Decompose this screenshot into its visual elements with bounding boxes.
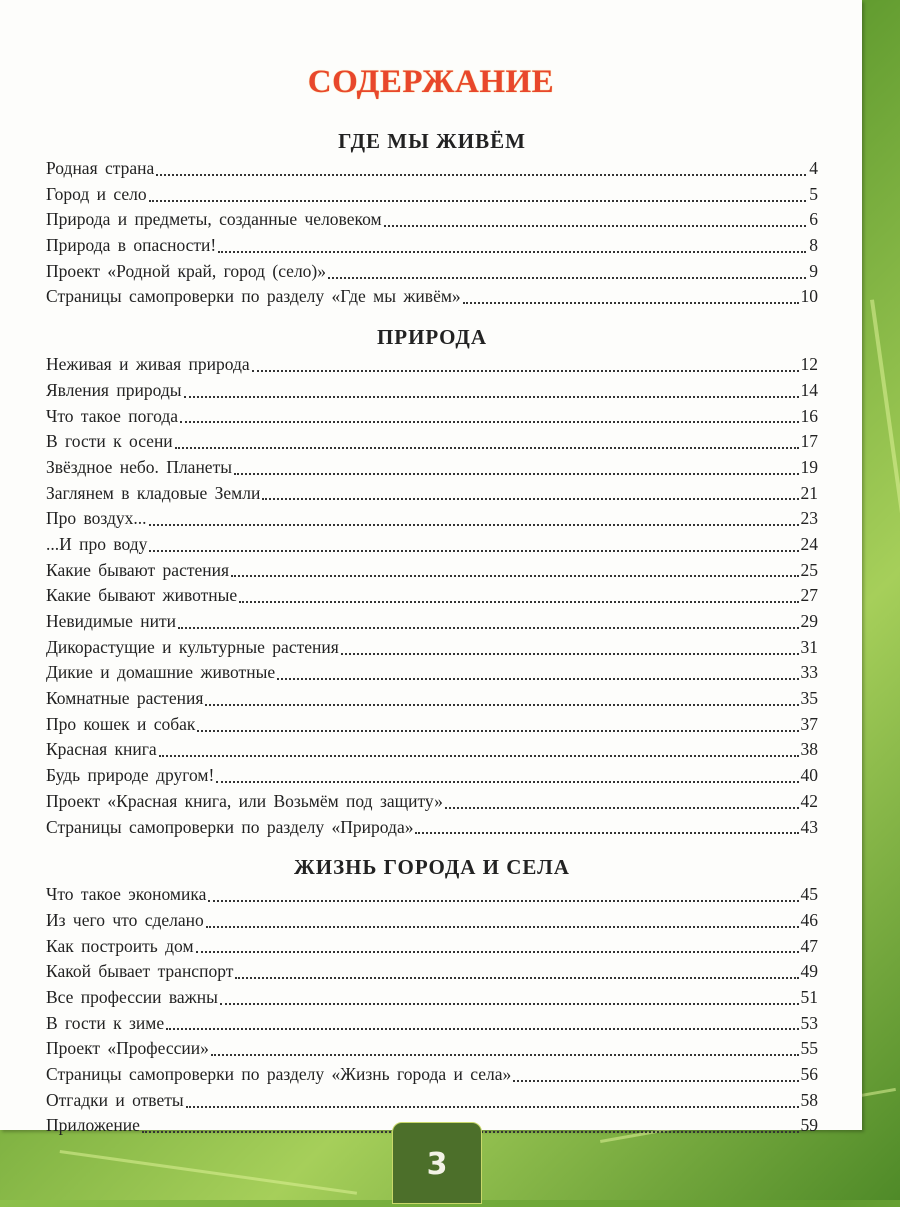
dot-leader — [196, 951, 799, 953]
dot-leader — [175, 447, 799, 449]
entry-title: Страницы самопроверки по разделу «Природа» — [46, 816, 414, 837]
entry-page: 31 — [800, 636, 818, 657]
toc-entry[interactable] — [46, 259, 818, 285]
entry-page: 8 — [809, 235, 818, 256]
toc-entry[interactable] — [46, 789, 818, 815]
dot-leader — [216, 781, 798, 783]
entry-page: 24 — [800, 533, 818, 554]
entry-title: Что такое погода — [46, 405, 179, 426]
entry-page: 33 — [800, 662, 818, 683]
page-number: 3 — [392, 1122, 482, 1204]
dot-leader — [415, 832, 798, 834]
dot-leader — [178, 627, 798, 629]
toc-entry[interactable] — [46, 1011, 818, 1037]
toc-entry[interactable] — [46, 985, 818, 1011]
entry-page: 5 — [809, 183, 818, 204]
entry-title: Какие бывают растения — [46, 559, 230, 580]
entry-page: 27 — [800, 585, 818, 606]
dot-leader — [149, 524, 799, 526]
dot-leader — [186, 1106, 799, 1108]
entry-title: Звёздное небо. Планеты — [46, 456, 232, 477]
entry-title: Какой бывает транспорт — [46, 961, 234, 982]
entry-page: 55 — [800, 1038, 818, 1059]
entry-title: В гости к зиме — [46, 1012, 165, 1033]
dot-leader — [184, 396, 799, 398]
entry-title: Страницы самопроверки по разделу «Где мы живём» — [46, 286, 461, 307]
toc-entry[interactable] — [46, 609, 818, 635]
toc-entry[interactable] — [46, 737, 818, 763]
toc-entry[interactable] — [46, 583, 818, 609]
section-heading: ПРИРОДА — [376, 325, 488, 350]
toc-entry[interactable] — [46, 934, 818, 960]
toc-entry[interactable] — [46, 882, 818, 908]
entry-title: ...И про воду — [46, 533, 148, 554]
entry-title: Город и село — [46, 183, 147, 204]
entry-page: 47 — [800, 935, 818, 956]
entry-page: 4 — [809, 158, 818, 178]
entry-page: 25 — [800, 559, 818, 580]
entry-page: 56 — [800, 1064, 818, 1084]
entry-page: 37 — [800, 713, 818, 734]
toc-entry[interactable] — [46, 1088, 818, 1114]
section-heading: ГДЕ МЫ ЖИВЁМ — [338, 129, 526, 153]
entry-page: 42 — [800, 790, 818, 811]
entry-page: 12 — [800, 354, 818, 375]
entry-title: В гости к осени — [46, 431, 173, 452]
dot-leader — [231, 575, 798, 577]
entry-title: Страницы самопроверки по разделу «Жизнь города и села» — [46, 1064, 512, 1084]
dot-leader — [206, 926, 799, 928]
entry-page: 46 — [800, 909, 818, 930]
dot-leader — [384, 225, 806, 227]
entry-page: 17 — [800, 431, 818, 452]
toc-entry[interactable] — [46, 558, 818, 584]
entry-title: Красная книга — [46, 739, 157, 760]
entry-title: Приложение — [46, 1115, 140, 1136]
dot-leader — [262, 498, 798, 500]
dot-leader — [149, 200, 806, 202]
toc-entry[interactable] — [46, 635, 818, 661]
entry-page: 45 — [800, 884, 818, 905]
entry-page: 29 — [800, 611, 818, 631]
leaf-vein — [60, 1150, 357, 1195]
dot-leader — [252, 370, 799, 372]
entry-title: Заглянем в кладовые Земли — [46, 482, 261, 503]
toc-entry[interactable] — [46, 532, 818, 558]
dot-leader — [156, 174, 806, 176]
entry-title: Проект «Красная книга, или Возьмём под защиту» — [46, 790, 443, 811]
toc-entry[interactable] — [46, 455, 818, 481]
toc-entry[interactable] — [46, 686, 818, 712]
toc-entry[interactable] — [46, 481, 818, 507]
toc-entry[interactable] — [46, 182, 818, 208]
entry-title: Природа в опасности! — [46, 235, 217, 256]
entry-page: 38 — [800, 739, 818, 760]
entry-page: 49 — [800, 961, 818, 982]
dot-leader — [208, 900, 798, 902]
dot-leader — [205, 704, 798, 706]
toc-entry[interactable] — [46, 660, 818, 686]
toc-entry[interactable] — [46, 378, 818, 404]
entry-title: Будь природе другом! — [46, 765, 215, 786]
toc-entry[interactable] — [46, 404, 818, 430]
dot-leader — [445, 807, 799, 809]
toc-entry[interactable] — [46, 1036, 818, 1062]
toc-entry[interactable] — [46, 763, 818, 789]
toc-entry[interactable] — [46, 506, 818, 532]
section-heading: ЖИЗНЬ ГОРОДА И СЕЛА — [294, 855, 570, 880]
entry-page: 16 — [800, 405, 818, 426]
dot-leader — [180, 421, 798, 423]
entry-title: Все профессии важны — [46, 986, 218, 1007]
dot-leader — [513, 1080, 798, 1082]
toc-entry[interactable] — [46, 815, 818, 841]
entry-page: 40 — [800, 765, 818, 786]
entry-title: Явления природы — [46, 379, 182, 400]
table-of-contents — [46, 126, 818, 1139]
entry-title: Проект «Родной край, город (село)» — [46, 260, 327, 281]
toc-entry[interactable] — [46, 429, 818, 455]
dot-leader — [220, 1003, 799, 1005]
toc-entry[interactable] — [46, 959, 818, 985]
entry-title: Дикорастущие и культурные растения — [46, 636, 339, 657]
dot-leader — [197, 730, 798, 732]
dot-leader — [166, 1028, 798, 1030]
dot-leader — [211, 1054, 799, 1056]
entry-title: Из чего что сделано — [46, 909, 204, 930]
entry-page: 6 — [809, 209, 818, 230]
entry-title: Невидимые нити — [46, 611, 177, 631]
toc-entry[interactable] — [46, 712, 818, 738]
dot-leader — [159, 755, 799, 757]
entry-page: 35 — [800, 688, 818, 709]
dot-leader — [277, 678, 798, 680]
entry-title: Про воздух... — [46, 508, 147, 529]
entry-title: Что такое экономика — [46, 884, 207, 905]
entry-title: Про кошек и собак — [46, 713, 196, 734]
dot-leader — [328, 277, 806, 279]
entry-title: Отгадки и ответы — [46, 1089, 184, 1110]
dot-leader — [234, 473, 799, 475]
page-title: СОДЕРЖАНИЕ — [307, 64, 555, 100]
entry-title: Дикие и домашние животные — [46, 662, 276, 683]
leaf-vein — [870, 299, 900, 795]
entry-page: 23 — [800, 508, 818, 529]
dot-leader — [218, 251, 806, 253]
entry-page: 19 — [800, 456, 818, 477]
entry-title: Природа и предметы, созданные человеком — [46, 209, 382, 230]
entry-page: 59 — [800, 1115, 818, 1136]
dot-leader — [463, 302, 799, 304]
entry-page: 14 — [800, 379, 818, 400]
entry-title: Родная страна — [46, 158, 155, 178]
toc-entry[interactable] — [46, 1062, 818, 1088]
entry-page: 53 — [800, 1012, 818, 1033]
entry-page: 58 — [800, 1089, 818, 1110]
toc-entry[interactable] — [46, 352, 818, 378]
dot-leader — [239, 601, 798, 603]
entry-page: 10 — [800, 286, 818, 307]
entry-page: 21 — [800, 482, 818, 503]
toc-entry[interactable] — [46, 908, 818, 934]
entry-title: Какие бывают животные — [46, 585, 238, 606]
toc-entry[interactable] — [46, 207, 818, 233]
toc-entry[interactable] — [46, 233, 818, 259]
entry-title: Комнатные растения — [46, 688, 204, 709]
entry-page: 43 — [800, 816, 818, 837]
entry-title: Проект «Профессии» — [46, 1038, 209, 1059]
entry-title: Неживая и живая природа — [46, 354, 250, 375]
toc-entry[interactable] — [46, 284, 818, 310]
toc-entry[interactable] — [46, 156, 818, 182]
entry-title: Как построить дом — [46, 935, 194, 956]
entry-page: 9 — [809, 260, 818, 281]
dot-leader — [149, 550, 798, 552]
entry-page: 51 — [800, 986, 818, 1007]
dot-leader — [235, 977, 798, 979]
dot-leader — [341, 653, 799, 655]
